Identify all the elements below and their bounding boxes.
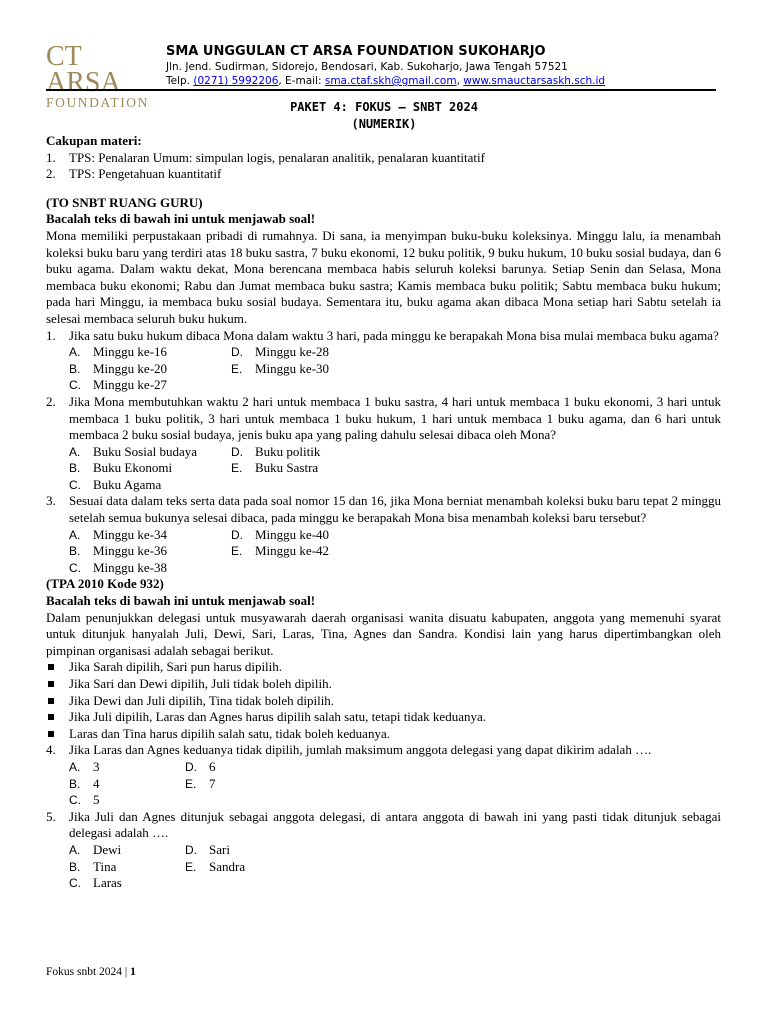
bullet-icon: [48, 664, 54, 670]
options-row: [46, 344, 721, 361]
option-c: C. Minggu ke-27: [69, 377, 168, 393]
bullet-icon: [48, 698, 54, 704]
options-row: [46, 377, 721, 394]
condition-item: Jika Sarah dipilih, Sari pun harus dipilih.: [46, 659, 721, 676]
condition-item: Laras dan Tina harus dipilih salah satu, tidak boleh keduanya.: [46, 726, 721, 743]
school-contact: [166, 74, 605, 88]
options-row: [46, 875, 721, 892]
option-d: D. Minggu ke-28: [231, 344, 330, 360]
section2-source: (TPA 2010 Kode 932): [46, 576, 164, 592]
phone-label: Telp.: [166, 75, 191, 87]
email-link[interactable]: sma.ctaf.skh@gmail.com: [324, 75, 457, 87]
option-d: D. Buku politik: [231, 443, 321, 459]
question-2: 2. Jika Mona membutuhkan waktu 2 hari untuk membaca 1 buku sastra, 4 hari untuk membaca 1 buku ekonomi, 3 hari untuk membaca 1 buku politik, 3 hari untuk membaca 1 buku hukum, 1 hari untuk membaca 1 buku agama, dan 6 hari untuk membaca 2 buku sosial budaya, jenis buku apa yang paling dahulu selesai dibaca oleh Mona?: [46, 393, 721, 443]
logo-subtext: FOUNDATION: [46, 95, 149, 110]
question-1: 1. Jika satu buku hukum dibaca Mona dalam waktu 3 hari, pada minggu ke berapakah Mona bisa mulai membaca buku agama?: [46, 327, 719, 343]
option-e: E. Minggu ke-42: [231, 543, 330, 559]
options-row: [46, 543, 721, 560]
phone-link[interactable]: (0271) 5992206: [193, 75, 279, 87]
scope-heading: Cakupan materi:: [46, 133, 142, 148]
options-row: [46, 460, 721, 477]
option-a: A. Minggu ke-34: [69, 526, 168, 542]
option-c: C. Buku Agama: [69, 476, 162, 492]
option-c: C. 5: [69, 792, 100, 808]
option-b: B. Tina: [69, 858, 117, 874]
section2-passage: Dalam penunjukkan delegasi untuk musyawarah daerah organisasi wanita disuatu kabupaten, anggota yang memenuhi syarat untuk ditunjuk hanyalah Juli, Dewi, Sari, Laras, Tina, Agnes dan Sandra. Kondisi lain yang harus dipertimbangkan oleh pimpinan organisasi adalah sebagai berikut.: [46, 609, 721, 658]
website-link[interactable]: www.smauctarsaskh.sch.id: [463, 75, 606, 87]
options-row: [46, 527, 721, 544]
option-d: D. Sari: [185, 841, 230, 857]
option-c: C. Laras: [69, 875, 122, 891]
options-row: [46, 792, 721, 809]
section1-instruction: Bacalah teks di bawah ini untuk menjawab soal!: [46, 211, 316, 227]
option-b: B. 4: [69, 775, 100, 791]
logo-wordmark: CT ARSA: [46, 41, 121, 98]
scope-item: 2. TPS: Pengetahuan kuantitatif: [46, 166, 222, 182]
document-subtitle: (NUMERIK): [351, 117, 417, 131]
option-e: E. Buku Sastra: [231, 460, 319, 476]
option-a: A. Dewi: [69, 841, 122, 857]
option-a: A. Buku Sosial budaya: [69, 443, 197, 459]
school-info: [166, 44, 605, 88]
options-row: [46, 842, 721, 859]
options-row: [46, 776, 721, 793]
option-b: B. Minggu ke-36: [69, 543, 168, 559]
footer-text: Fokus snbt 2024: [46, 966, 123, 978]
options-row: [46, 859, 721, 876]
header-divider: [46, 89, 716, 91]
bullet-icon: [48, 714, 54, 720]
option-d: D. Minggu ke-40: [231, 526, 330, 542]
school-name: SMA UNGGULAN CT ARSA FOUNDATION SUKOHARJO: [166, 44, 546, 59]
section1-source: (TO SNBT RUANG GURU): [46, 194, 203, 210]
page-number: 1: [130, 966, 136, 978]
options-row: [46, 560, 721, 577]
options-row: [46, 759, 721, 776]
email-label: , E-mail:: [278, 75, 322, 87]
question-5: 5. Jika Juli dan Agnes ditunjuk sebagai anggota delegasi, di antara anggota di bawah ini yang pasti tidak ditunjuk sebagai delegasi adalah ….: [46, 808, 721, 841]
bullet-icon: [48, 731, 54, 737]
document-body: [46, 133, 721, 892]
condition-item: Jika Juli dipilih, Laras dan Agnes harus dipilih salah satu, tetapi tidak keduanya.: [46, 709, 721, 726]
option-b: B. Minggu ke-20: [69, 360, 168, 376]
option-e: E. Sandra: [185, 858, 246, 874]
option-e: E. 7: [185, 775, 216, 791]
question-3: 3. Sesuai data dalam teks serta data pada soal nomor 15 dan 16, jika Mona berniat menambah koleksi buku baru tepat 2 minggu setelah semua bukunya selesai dibaca, pada minggu ke berapakah Mona bisa menambah koleksi baru tersebut?: [46, 493, 721, 526]
scope-item: 1. TPS: Penalaran Umum: simpulan logis, penalaran analitik, penalaran kuantitatif: [46, 149, 485, 165]
option-c: C. Minggu ke-38: [69, 559, 168, 575]
option-a: A. 3: [69, 758, 100, 774]
section1-passage: Mona memiliki perpustakaan pribadi di rumahnya. Di sana, ia menyimpan buku-buku koleksinya. Minggu lalu, ia menambah koleksi buku baru yang terdiri atas 18 buku sastra, 7 buku ekonomi, 12 buku politik, 9 buku hukum, 10 buku sosial budaya, dan 6 buku agama. Dalam waktu dekat, Mona berencana membaca habis seluruh koleksi barunya. Setiap Senin dan Selasa, Mona membaca buku ekonomi; Rabu dan Jumat membaca buku sastra; Kamis membaca buku politik; Sabtu membaca buku hukum; pada hari Minggu, ia membaca buku sosial budaya. Sementara itu, buku agama akan dibaca Mona setiap hari Sabtu setelah ia selesai membaca seluruh buku hukum.: [46, 227, 721, 326]
document-title: PAKET 4: FOKUS – SNBT 2024: [290, 100, 478, 114]
section2-instruction: Bacalah teks di bawah ini untuk menjawab soal!: [46, 593, 316, 609]
contact-separator: ,: [456, 75, 464, 87]
bullet-icon: [48, 681, 54, 687]
school-address: Jln. Jend. Sudirman, Sidorejo, Bendosari, Kab. Sukoharjo, Jawa Tengah 57521: [166, 61, 568, 73]
option-e: E. Minggu ke-30: [231, 360, 330, 376]
question-4: 4. Jika Laras dan Agnes keduanya tidak dipilih, jumlah maksimum anggota delegasi yang dapat dikirim adalah ….: [46, 742, 652, 758]
condition-item: Jika Sari dan Dewi dipilih, Juli tidak boleh dipilih.: [46, 676, 721, 693]
condition-item: Jika Dewi dan Juli dipilih, Tina tidak boleh dipilih.: [46, 693, 721, 710]
page-footer: [46, 966, 136, 978]
options-row: [46, 477, 721, 494]
options-row: [46, 444, 721, 461]
options-row: [46, 361, 721, 378]
option-a: A. Minggu ke-16: [69, 344, 168, 360]
option-d: D. 6: [185, 758, 216, 774]
option-b: B. Buku Ekonomi: [69, 460, 173, 476]
footer-separator: |: [124, 966, 131, 978]
